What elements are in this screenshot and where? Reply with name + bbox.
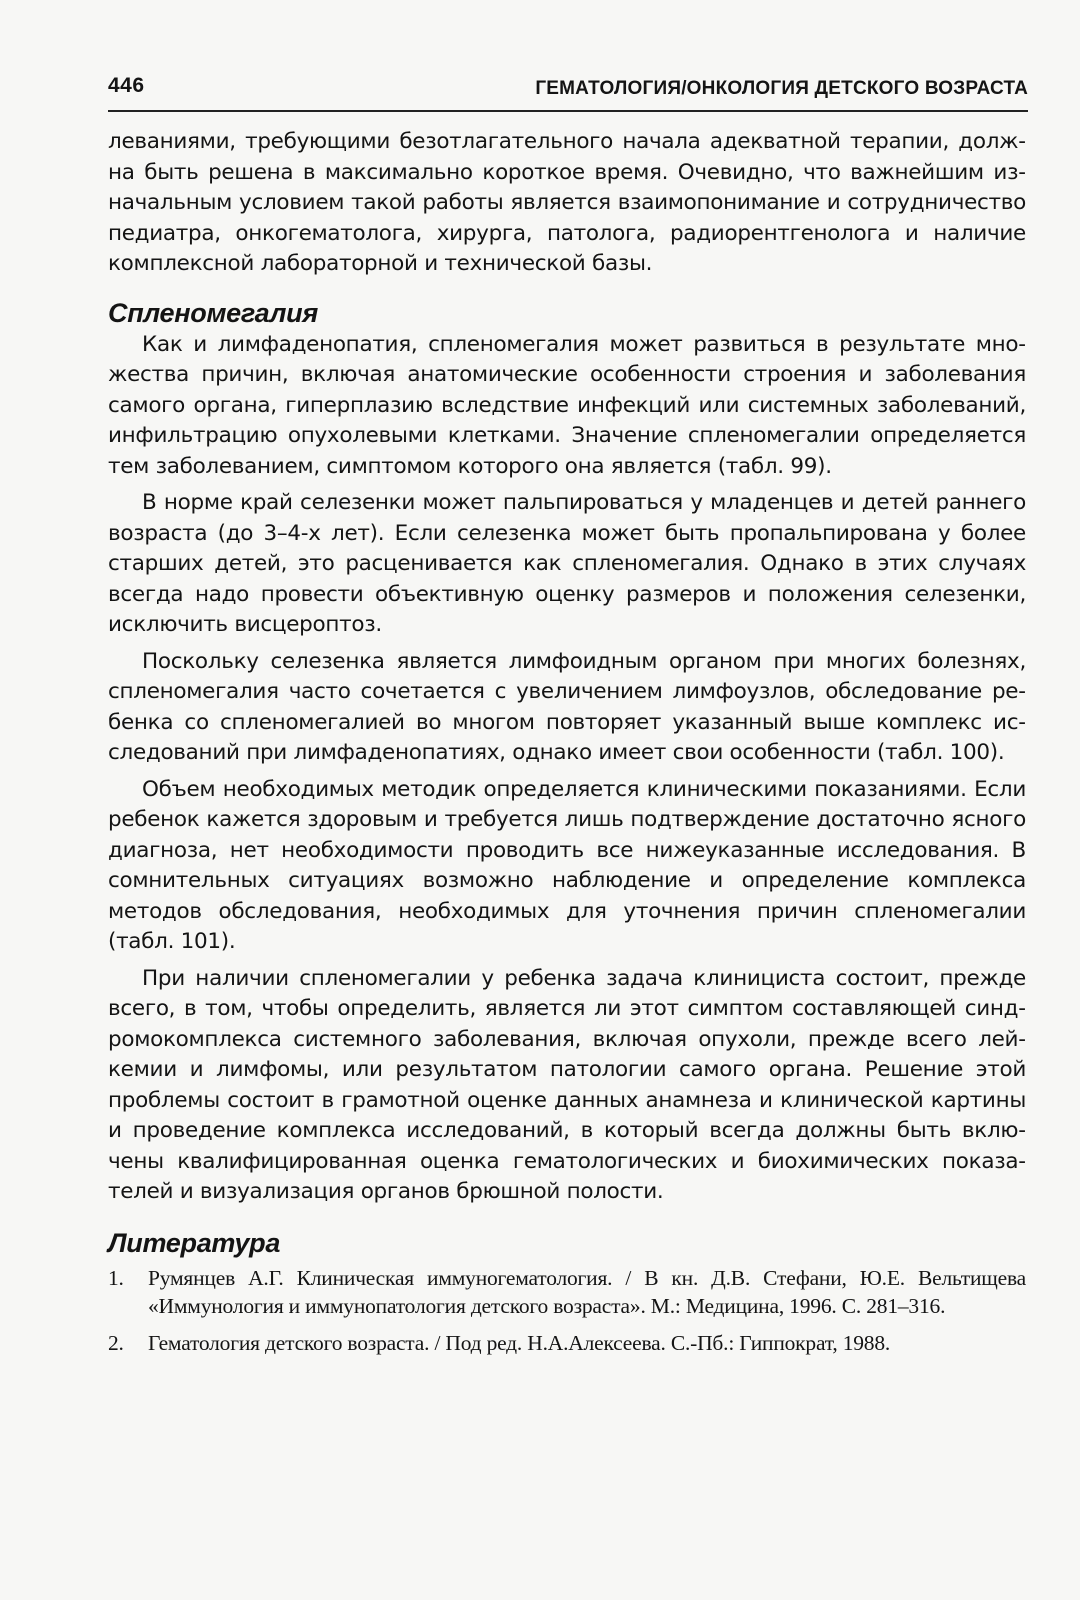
paragraph: Объем необходимых методик определяется клиническими показаниями. Если ребенок кажется здоровым и требуется лишь подтверждение достаточно ясного диагноза, нет необходимости проводить все нижеуказанные исследования. В сомнительных ситуациях возможно наблюдение и определение комплекса методов обследования, необходимых для уточнения причин спленомегалии (табл. 101). [108,776,1026,954]
running-title: ГЕМАТОЛОГИЯ/ОНКОЛОГИЯ ДЕТСКОГО ВОЗРАСТА [535,78,1028,99]
section-heading-literature: Литература [108,1227,281,1258]
reference-text: Румянцев А.Г. Клиническая иммуногематология. / В кн. Д.В. Стефани, Ю.Е. Вельтищева «Иммунология и иммунопатология детского возраста». М.: Медицина, 1996. С. 281–316. [148,1265,1026,1318]
paragraph: Поскольку селезенка является лимфоидным органом при многих болезнях, спленомегалия часто сочетается с увеличением лимфоузлов, обследование ребенка со спленомегалией во многом повторяет указанный выше комплекс исследований при лимфаденопатиях, однако имеет свои особенности (табл. 100). [108,648,1026,765]
reference-text: Гематология детского возраста. / Под ред. Н.А.Алексеева. С.-Пб.: Гиппократ, 1988. [148,1330,891,1355]
header-rule [108,110,1028,112]
paragraph: Как и лимфаденопатия, спленомегалия может развиться в результате множества причин, включая анатомические особенности строения и заболевания самого органа, гиперплазию вследствие инфекций или системных заболеваний, инфильтрацию опухолевыми клетками. Значение спленомегалии определяется тем заболеванием, симптомом которого она является (табл. 99). [108,331,1026,479]
reference-list [108,1264,1026,1357]
section-heading-splenomegaly: Спленомегалия [108,297,318,328]
intro-paragraph: леваниями, требующими безотлагательного начала адекватной терапии, должна быть решена в максимально короткое время. Очевидно, что важнейшим изначальным условием такой работы является взаимопонимание и сотрудничество педиатра, онкогематолога, хирурга, патолога, радиорентгенолога и наличие комплексной лабораторной и технической базы. [108,129,1026,276]
reference-number: 2. [108,1330,124,1355]
reference-item [108,1264,1026,1320]
paragraph: При наличии спленомегалии у ребенка задача клинициста состоит, прежде всего, в том, чтобы определить, является ли этот симптом составляющей синдромокомплекса системного заболевания, включая опухоли, прежде всего лейкемии и лимфомы, или результатом патологии самого органа. Решение этой проблемы состоит в грамотной оценке данных анамнеза и клинической картины и проведение комплекса исследований, в который всегда должны быть включены квалифицированная оценка гематологических и биохимических показателей и визуализация органов брюшной полости. [108,965,1026,1204]
page-header [108,74,1028,110]
reference-item [108,1329,1026,1357]
page-number: 446 [108,74,145,97]
paragraph: В норме край селезенки может пальпироваться у младенцев и детей раннего возраста (до 3–4-х лет). Если селезенка может быть пропальпирована у более старших детей, это расценивается как спленомегалия. Однако в этих случаях всегда надо провести объективную оценку размеров и положения селезенки, исключить висцероптоз. [108,490,1026,637]
reference-number: 1. [108,1265,124,1290]
main-text [108,127,1026,1366]
